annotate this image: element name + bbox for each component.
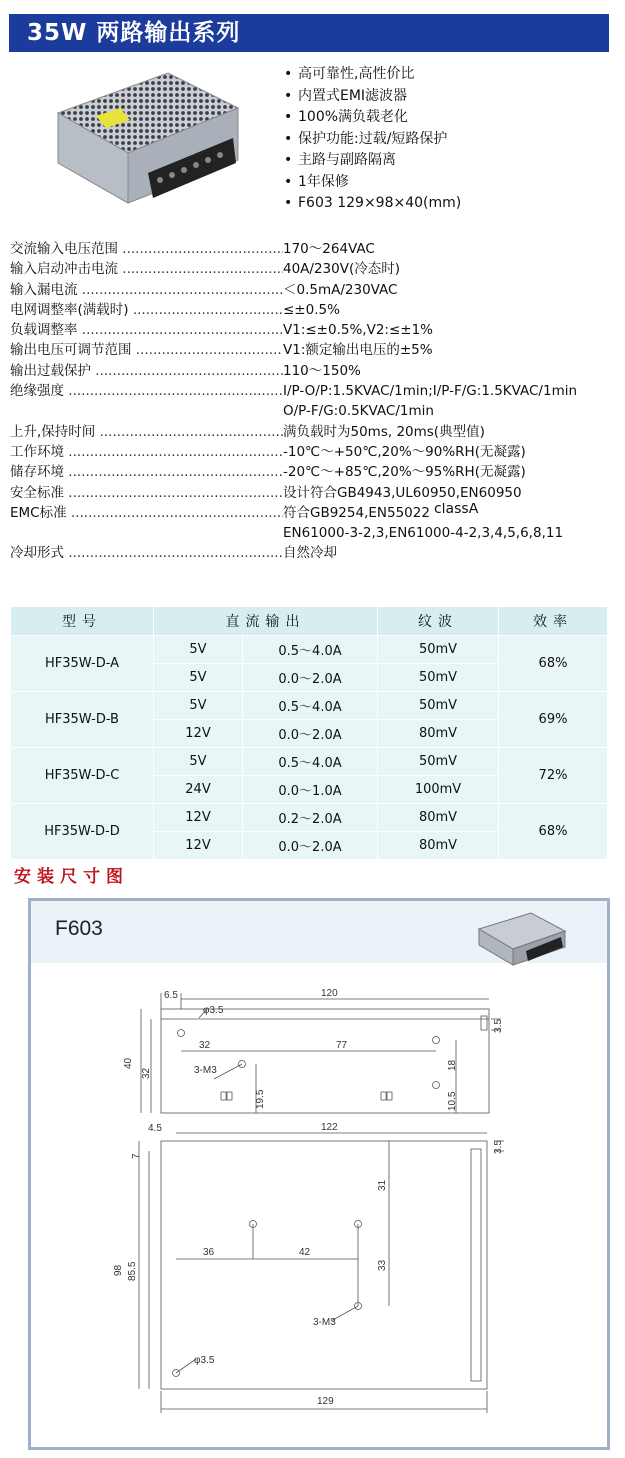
ripple-value: 80mV (378, 832, 499, 860)
spec-value: 设计符合GB4943,UL60950,EN60950 (283, 484, 522, 501)
spec-row (10, 239, 615, 259)
efficiency-value: 68% (499, 636, 608, 692)
spec-value: I/P-O/P:1.5KVAC/1min;I/P-F/G:1.5KVAC/1min (283, 383, 578, 400)
header-efficiency: 效率 (499, 607, 608, 636)
spec-label: 输入启动冲击电流 ..... (10, 259, 283, 279)
spec-row (10, 361, 615, 381)
spec-label: 电网调整率(满载时) ..... (10, 300, 283, 320)
output-current: 0.0～2.0A (243, 832, 378, 860)
spec-label: 绝缘强度 ..... (10, 381, 283, 401)
dim-label: 19.5 (255, 1089, 266, 1109)
output-voltage: 12V (154, 720, 243, 748)
model-name: HF35W-D-B (11, 692, 154, 748)
feature-item: • 100%满负载老化 (284, 107, 461, 129)
spec-value: -10℃～+50℃,20%～90%RH(无凝露) (283, 443, 526, 460)
dim-label: 7 (131, 1153, 142, 1159)
output-current: 0.5～4.0A (243, 748, 378, 776)
dim-label: 98 (113, 1264, 124, 1276)
spec-row (10, 320, 615, 340)
thumbnail-photo (479, 913, 565, 965)
spec-label: 输出电压可调节范围 ..... (10, 340, 283, 360)
dim-label: 10.5 (447, 1091, 458, 1111)
spec-row (10, 280, 615, 300)
output-voltage: 5V (154, 636, 243, 664)
spec-row (10, 300, 615, 320)
output-voltage: 5V (154, 664, 243, 692)
spec-row (10, 340, 615, 360)
spec-value: 满负载时为50ms, 20ms(典型值) (283, 423, 485, 440)
spec-value-class: classA (433, 502, 479, 517)
model-name: HF35W-D-C (11, 748, 154, 804)
spec-label: 上升,保持时间 ..... (10, 422, 283, 442)
dim-label: 4.5 (148, 1123, 162, 1134)
output-current: 0.0～2.0A (243, 720, 378, 748)
spec-value: 40A/230V(冷态时) (283, 261, 400, 278)
page-title: 35W 两路输出系列 (9, 14, 609, 52)
dim-label: 31 (377, 1179, 388, 1191)
dimension-drawing (28, 898, 610, 1450)
dim-label: 36 (203, 1247, 215, 1258)
dim-label: 18 (447, 1059, 458, 1071)
ripple-value: 50mV (378, 636, 499, 664)
top-view-outline (161, 1141, 487, 1389)
header-model: 型号 (11, 607, 154, 636)
dim-label: 6.5 (164, 990, 178, 1001)
model-name: HF35W-D-D (11, 804, 154, 860)
feature-item: • 保护功能:过载/短路保护 (284, 129, 461, 151)
product-photo (48, 68, 248, 228)
efficiency-value: 69% (499, 692, 608, 748)
output-current: 0.5～4.0A (243, 636, 378, 664)
table-row (11, 748, 608, 776)
feature-list (284, 64, 461, 215)
section-heading: 安装尺寸图 (14, 867, 129, 887)
drawing-model-label: F603 (55, 917, 103, 940)
dim-label: 77 (336, 1040, 348, 1051)
spec-label: EMC标准 ..... (10, 503, 283, 523)
dim-label: 3.5 (493, 1019, 504, 1033)
spec-value (283, 503, 615, 523)
feature-item: • 1年保修 (284, 172, 461, 194)
feature-item: • 主路与副路隔离 (284, 150, 461, 172)
dim-label: 42 (299, 1247, 311, 1258)
ripple-value: 50mV (378, 692, 499, 720)
spec-value-continued: O/P-F/G:0.5KVAC/1min (283, 403, 434, 420)
ripple-value: 80mV (378, 804, 499, 832)
ripple-value: 50mV (378, 748, 499, 776)
efficiency-value: 68% (499, 804, 608, 860)
spec-label: 工作环境 ..... (10, 442, 283, 462)
output-voltage: 5V (154, 748, 243, 776)
header-ripple: 纹波 (378, 607, 499, 636)
spec-label: 安全标准 ..... (10, 483, 283, 503)
ripple-value: 50mV (378, 664, 499, 692)
spec-label: 输入漏电流 ..... (10, 280, 283, 300)
efficiency-value: 72% (499, 748, 608, 804)
spec-row (10, 381, 615, 401)
output-voltage: 12V (154, 832, 243, 860)
model-table (10, 606, 608, 860)
dim-label: 3-M3 (194, 1065, 217, 1076)
spec-value: V1:≤±0.5%,V2:≤±1% (283, 322, 433, 339)
dim-label: 32 (199, 1040, 211, 1051)
output-current: 0.5～4.0A (243, 692, 378, 720)
spec-row (10, 483, 615, 503)
dim-label: 129 (317, 1396, 334, 1407)
dim-label: φ3.5 (203, 1005, 224, 1016)
spec-value: ≤±0.5% (283, 301, 340, 318)
feature-item: • 高可靠性,高性价比 (284, 64, 461, 86)
feature-item: • 内置式EMI滤波器 (284, 86, 461, 108)
table-row (11, 636, 608, 664)
ripple-value: 100mV (378, 776, 499, 804)
spec-value: -20℃～+85℃,20%～95%RH(无凝露) (283, 464, 526, 481)
side-view-outline (161, 1009, 489, 1113)
output-voltage: 24V (154, 776, 243, 804)
spec-label: 冷却形式 ..... (10, 543, 283, 563)
spec-value: V1:额定输出电压的±5% (283, 342, 433, 359)
dim-label: 122 (321, 1122, 338, 1133)
spec-label: 输出过载保护 ..... (10, 361, 283, 381)
spec-list (10, 239, 615, 564)
header-dc-output: 直流输出 (154, 607, 378, 636)
dim-label: 40 (123, 1057, 134, 1069)
output-current: 0.2～2.0A (243, 804, 378, 832)
output-current: 0.0～2.0A (243, 664, 378, 692)
table-row (11, 804, 608, 832)
spec-value: ＜0.5mA/230VAC (283, 281, 398, 298)
spec-row (10, 422, 615, 442)
model-name: HF35W-D-A (11, 636, 154, 692)
spec-value: 110～150% (283, 362, 361, 379)
spec-value: 170～264VAC (283, 241, 375, 257)
spec-label: 负载调整率 ..... (10, 320, 283, 340)
spec-row (10, 462, 615, 482)
output-current: 0.0～1.0A (243, 776, 378, 804)
spec-label: 交流输入电压范围 ..... (10, 239, 283, 259)
table-row (11, 692, 608, 720)
output-voltage: 12V (154, 804, 243, 832)
spec-row (10, 503, 615, 523)
dim-label: 3.5 (493, 1140, 504, 1154)
dim-label: 85.5 (127, 1261, 138, 1281)
dim-label: φ3.5 (194, 1355, 215, 1366)
dim-label: 33 (377, 1259, 388, 1271)
feature-item: • F603 129×98×40(mm) (284, 193, 461, 215)
spec-value-main: 符合GB9254,EN55022 (283, 504, 430, 521)
dim-label: 3-M3 (313, 1317, 336, 1328)
spec-row (10, 442, 615, 462)
spec-value: 自然冷却 (283, 545, 337, 562)
output-voltage: 5V (154, 692, 243, 720)
spec-row (10, 543, 615, 563)
dim-label: 32 (141, 1067, 152, 1079)
dim-label: 120 (321, 988, 338, 999)
ripple-value: 80mV (378, 720, 499, 748)
spec-value-continued: EN61000-3-2,3,EN61000-4-2,3,4,5,6,8,11 (283, 525, 564, 542)
spec-row (10, 259, 615, 279)
drawing-svg (31, 901, 607, 1447)
spec-label: 储存环境 ..... (10, 462, 283, 482)
